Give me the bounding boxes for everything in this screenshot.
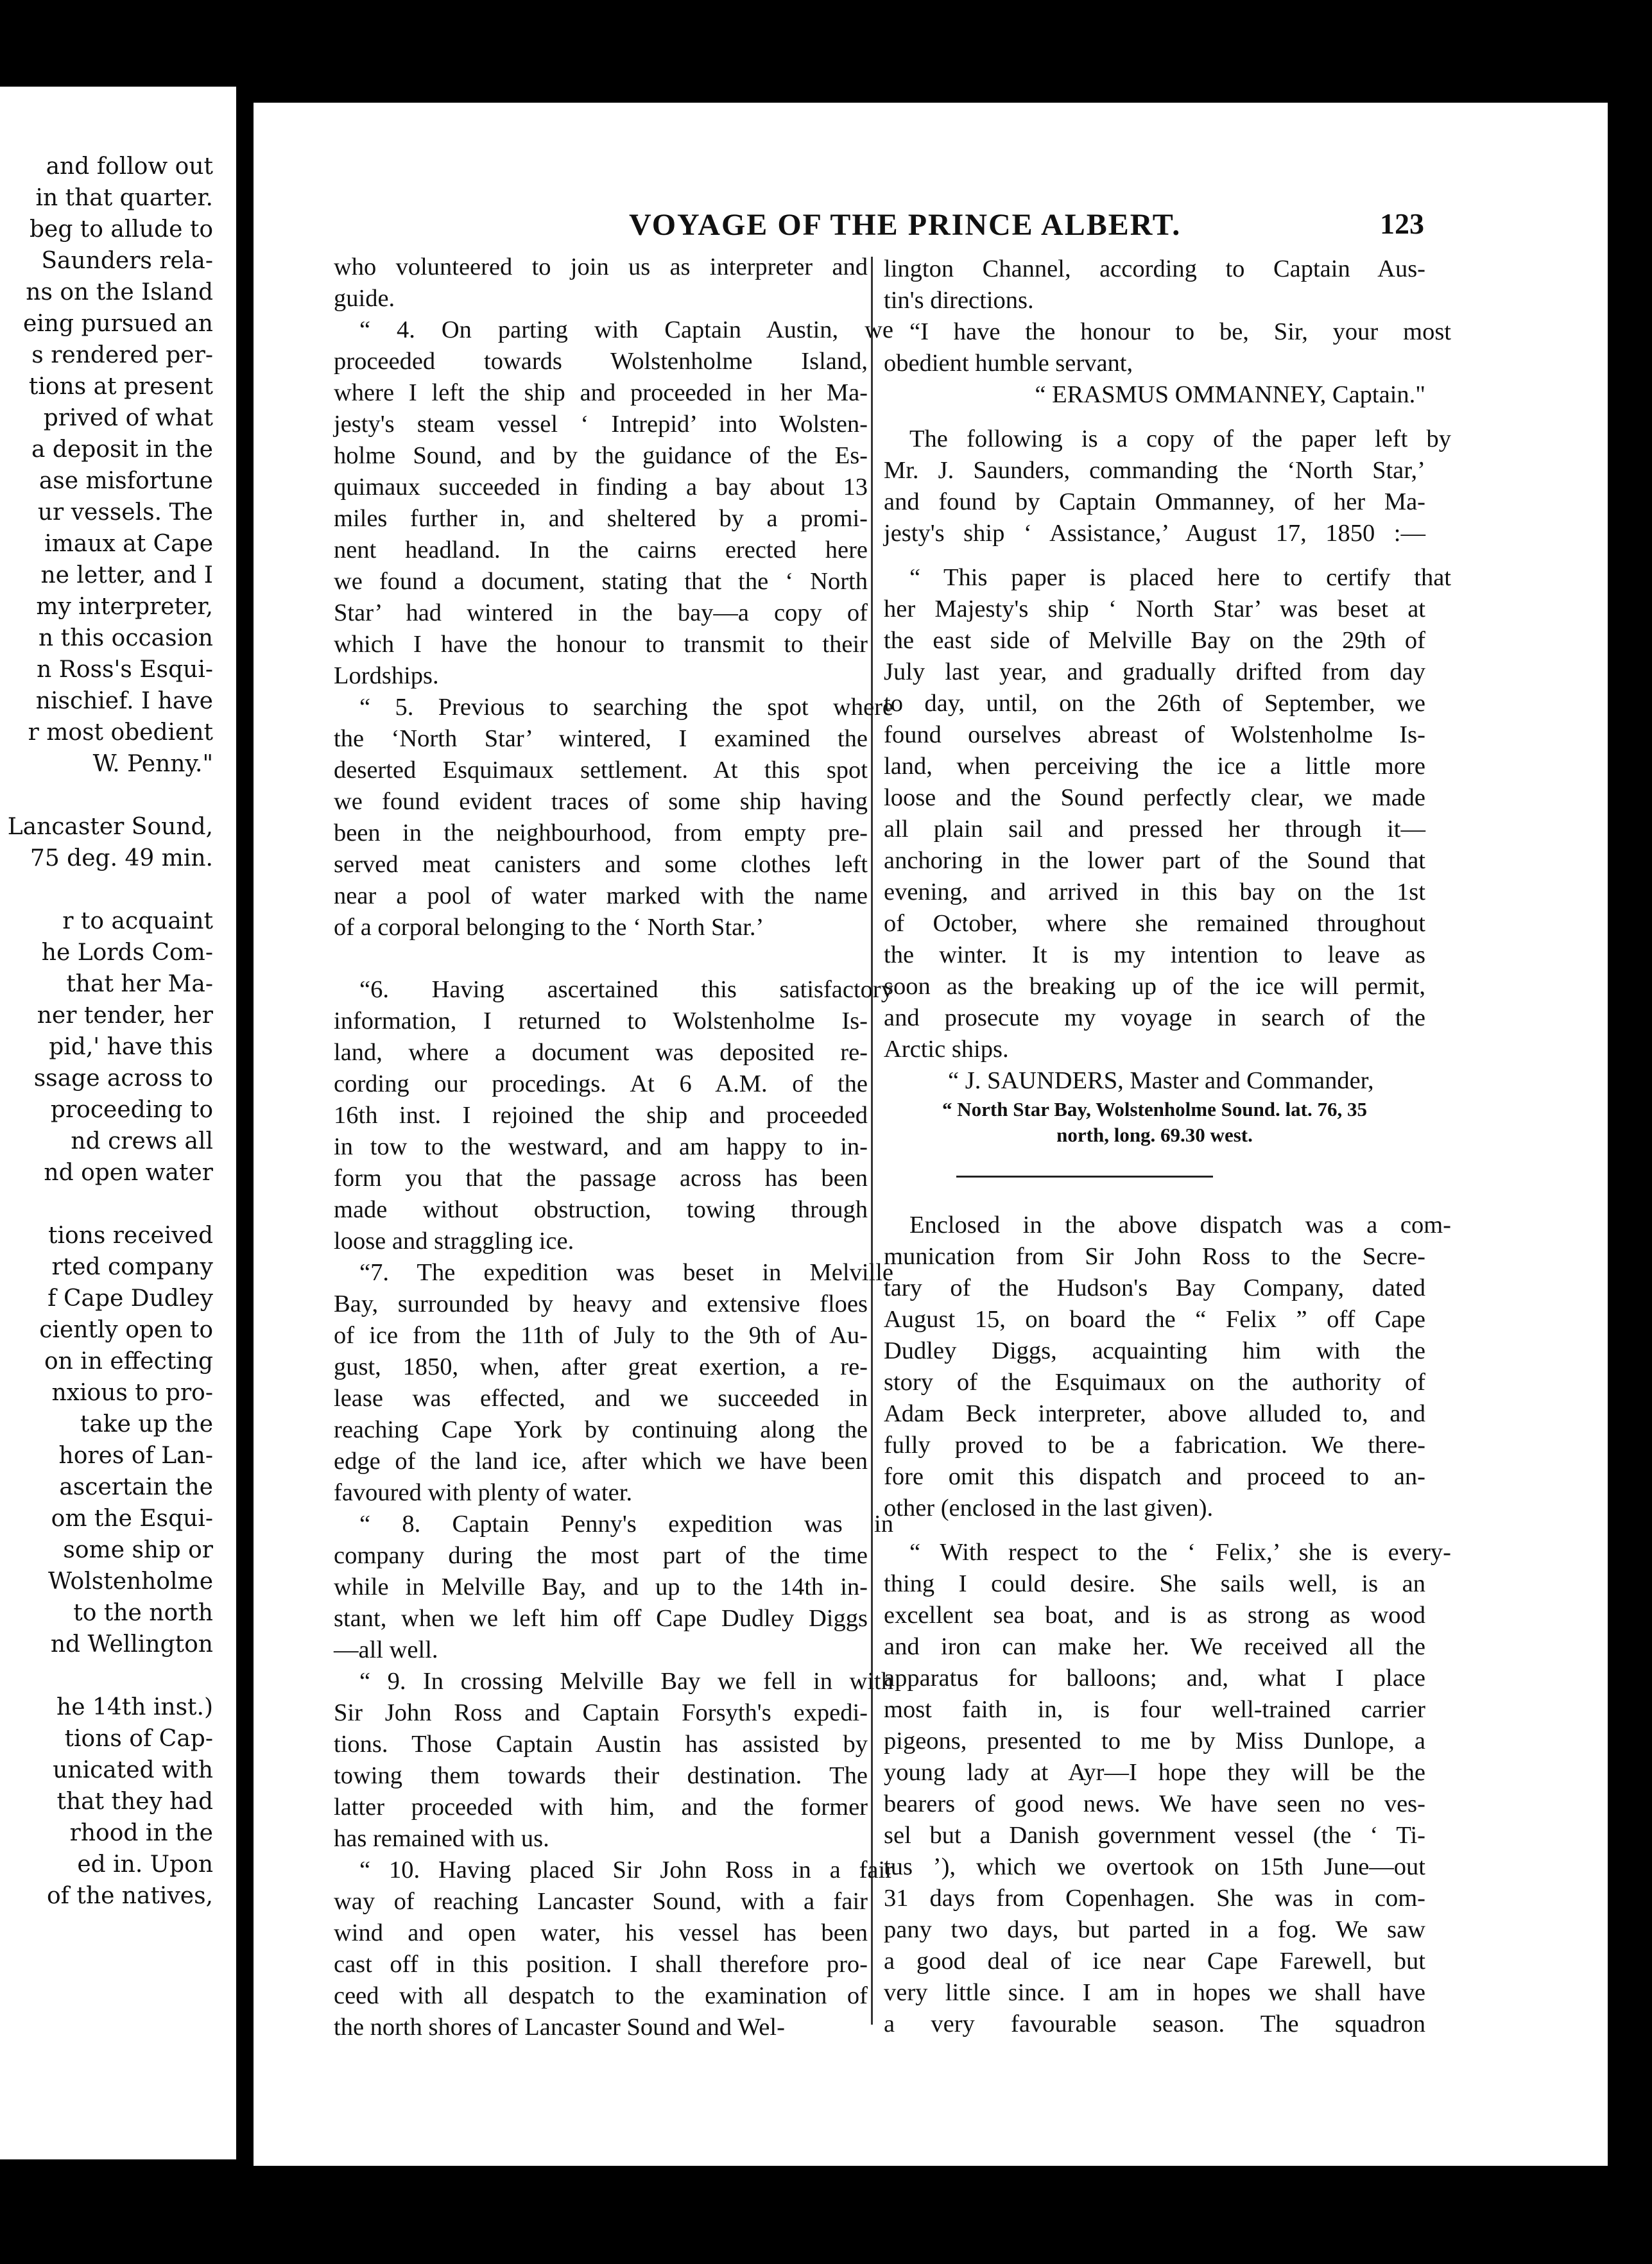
column-right-line: tus ’), which we overtook on 15th June—out xyxy=(884,1853,1425,1880)
column-right-line: a very favourable season. The squadron xyxy=(884,2011,1425,2037)
column-right-line: tary of the Hudson's Bay Company, dated xyxy=(884,1274,1425,1301)
section-rule xyxy=(956,1176,1213,1178)
paragraph-gap xyxy=(334,943,868,974)
column-left-line: towing them towards their destination. The xyxy=(334,1762,868,1789)
left-page-line: rhood in the xyxy=(69,1820,213,1846)
column-left-line: lease was effected, and we succeeded in xyxy=(334,1385,868,1412)
column-right-line: apparatus for balloons; and, what I place xyxy=(884,1665,1425,1692)
column-right-line: August 15, on board the “ Felix ” off Cape xyxy=(884,1306,1425,1333)
column-right-line: the east side of Melville Bay on the 29th of xyxy=(884,627,1425,654)
text-column-left xyxy=(334,252,893,2043)
column-right-line: thing I could desire. She sails well, is an xyxy=(884,1570,1425,1597)
column-right-line: Arctic ships. xyxy=(884,1036,1009,1063)
column-right-line: loose and the Sound perfectly clear, we made xyxy=(884,784,1425,811)
column-left-line: wind and open water, his vessel has been xyxy=(334,1919,868,1946)
column-left-line: who volunteered to join us as interpreter and xyxy=(334,253,868,280)
left-page-line: proceeding to xyxy=(50,1097,213,1123)
column-left-line: “ 10. Having placed Sir John Ross in a fair xyxy=(359,1857,893,1883)
column-right-line: pany two days, but parted in a fog. We saw xyxy=(884,1916,1425,1943)
left-page-line: ciently open to xyxy=(39,1317,213,1343)
left-page-line: ur vessels. The xyxy=(37,499,213,526)
left-page-line: imaux at Cape xyxy=(44,531,213,557)
left-page-line: and follow out xyxy=(46,153,213,180)
left-page-line: nd crews all xyxy=(71,1128,213,1154)
left-page-line: unicated with xyxy=(53,1757,213,1783)
left-page-line: Lancaster Sound, xyxy=(7,814,213,840)
left-page-line: hores of Lan- xyxy=(58,1443,213,1469)
running-title: VOYAGE OF THE PRINCE ALBERT. xyxy=(629,208,1182,242)
column-right-line: of October, where she remained throughout xyxy=(884,910,1425,937)
column-right-line: “ With respect to the ‘ Felix,’ she is every- xyxy=(909,1539,1451,1566)
column-left-line: form you that the passage across has been xyxy=(334,1165,868,1192)
column-left-line: of a corporal belonging to the ‘ North Star.’ xyxy=(334,914,764,941)
left-facing-page xyxy=(0,87,236,2159)
column-left-line: near a pool of water marked with the name xyxy=(334,882,868,909)
column-left-line: while in Melville Bay, and up to the 14th in- xyxy=(334,1574,868,1600)
column-right-line: Mr. J. Saunders, commanding the ‘North Star,’ xyxy=(884,457,1425,484)
column-right-line: July last year, and gradually drifted from day xyxy=(884,658,1425,685)
column-left-line: favoured with plenty of water. xyxy=(334,1479,633,1506)
left-page-line: pid,' have this xyxy=(49,1034,213,1060)
column-right-line: fore omit this dispatch and proceed to an- xyxy=(884,1463,1425,1490)
left-page-line: tions at present xyxy=(28,373,213,400)
column-right-line: “I have the honour to be, Sir, your most xyxy=(909,318,1451,345)
left-page-line: that her Ma- xyxy=(66,971,213,997)
column-right-line: a good deal of ice near Cape Farewell, but xyxy=(884,1948,1425,1975)
column-left-line: “6. Having ascertained this satisfactory xyxy=(359,976,893,1003)
column-right-line: anchoring in the lower part of the Sound that xyxy=(884,847,1425,874)
column-left-line: stant, when we left him off Cape Dudley Diggs xyxy=(334,1605,868,1632)
text-column-right xyxy=(884,253,1451,2040)
column-left-line: the ‘North Star’ wintered, I examined the xyxy=(334,725,868,752)
column-left-line: way of reaching Lancaster Sound, with a fair xyxy=(334,1888,868,1915)
column-right-line: excellent sea boat, and is as strong as wood xyxy=(884,1602,1425,1629)
column-left-line: the north shores of Lancaster Sound and Wel- xyxy=(334,2014,785,2041)
left-page-line: rted company xyxy=(51,1254,213,1280)
left-page-line: W. Penny." xyxy=(92,751,213,777)
left-page-line: nxious to pro- xyxy=(51,1380,213,1406)
column-right-line: all plain sail and pressed her through it— xyxy=(884,816,1425,843)
left-page-line: he 14th inst.) xyxy=(56,1694,213,1720)
paragraph-gap xyxy=(884,1524,1425,1537)
column-right-line: most faith in, is four well-trained carrier xyxy=(884,1696,1425,1723)
column-right-line: and prosecute my voyage in search of the xyxy=(884,1004,1425,1031)
column-left-line: has remained with us. xyxy=(334,1825,549,1852)
left-page-line: r most obedient xyxy=(28,719,213,746)
column-right-line: 31 days from Copenhagen. She was in com- xyxy=(884,1885,1425,1912)
left-page-line: he Lords Com- xyxy=(41,939,213,966)
left-page-line: 75 deg. 49 min. xyxy=(30,845,213,871)
left-page-line: ssage across to xyxy=(33,1065,213,1092)
column-right-line: and found by Captain Ommanney, of her Ma- xyxy=(884,488,1425,515)
left-page-line: f Cape Dudley xyxy=(47,1285,213,1312)
left-page-line: ed in. Upon xyxy=(77,1851,213,1878)
column-left-line: “ 5. Previous to searching the spot where xyxy=(359,694,893,721)
column-left-line: Star’ had wintered in the bay—a copy of xyxy=(334,599,868,626)
column-left-line: which I have the honour to transmit to their xyxy=(334,631,868,658)
paragraph-gap xyxy=(884,411,1425,424)
column-left-line: nent headland. In the cairns erected here xyxy=(334,536,868,563)
column-right-line: land, when perceiving the ice a little more xyxy=(884,753,1425,780)
column-left-line: Lordships. xyxy=(334,662,439,689)
left-page-line: on in effecting xyxy=(44,1348,213,1375)
left-page-line: my interpreter, xyxy=(36,594,213,620)
left-page-line: s rendered per- xyxy=(31,342,213,368)
left-page-line: take up the xyxy=(80,1411,213,1437)
column-left-line: we found a document, stating that the ‘ North xyxy=(334,568,868,595)
signature-saunders: “ J. SAUNDERS, Master and Commander, xyxy=(948,1067,1374,1094)
column-left-line: made without obstruction, towing through xyxy=(334,1196,868,1223)
left-page-line: ns on the Island xyxy=(26,279,213,305)
column-left-line: we found evident traces of some ship having xyxy=(334,788,868,815)
column-left-line: cording our procedings. At 6 A.M. of the xyxy=(334,1070,868,1097)
left-page-line: om the Esqui- xyxy=(51,1505,213,1532)
left-page-line: beg to allude to xyxy=(29,216,213,243)
column-left-line: land, where a document was deposited re- xyxy=(334,1039,868,1066)
column-right-line: story of the Esquimaux on the authority of xyxy=(884,1369,1425,1396)
column-right-line: evening, and arrived in this bay on the 1st xyxy=(884,879,1425,905)
column-right-line: Adam Beck interpreter, above alluded to, and xyxy=(884,1400,1425,1427)
column-left-line: Sir John Ross and Captain Forsyth's expedi- xyxy=(334,1699,868,1726)
location-line: north, long. 69.30 west. xyxy=(1056,1124,1253,1146)
column-right-line: munication from Sir John Ross to the Secre- xyxy=(884,1243,1425,1270)
column-left-line: ceed with all despatch to the examination of xyxy=(334,1982,868,2009)
column-left-line: where I left the ship and proceeded in her Ma- xyxy=(334,379,868,406)
left-page-line: r to acquaint xyxy=(62,908,213,934)
column-left-line: deserted Esquimaux settlement. At this spot xyxy=(334,757,868,784)
column-right-line: Enclosed in the above dispatch was a com- xyxy=(909,1212,1451,1239)
column-right-line: found ourselves abreast of Wolstenholme Is- xyxy=(884,721,1425,748)
column-left-line: miles further in, and sheltered by a promi- xyxy=(334,505,868,532)
column-left-line: reaching Cape York by continuing along the xyxy=(334,1416,868,1443)
column-left-line: information, I returned to Wolstenholme Is- xyxy=(334,1008,868,1034)
column-right-line: The following is a copy of the paper left by xyxy=(909,425,1451,452)
left-page-line: ase misfortune xyxy=(39,468,213,494)
column-left-line: holme Sound, and by the guidance of the Es- xyxy=(334,442,868,469)
column-right-line: pigeons, presented to me by Miss Dunlope, a xyxy=(884,1728,1425,1754)
column-right-line: sel but a Danish government vessel (the ‘ Ti- xyxy=(884,1822,1425,1849)
column-left-line: of ice from the 11th of July to the 9th of Au- xyxy=(334,1322,868,1349)
column-left-line: been in the neighbourhood, from empty pre- xyxy=(334,819,868,846)
left-page-line: nd Wellington xyxy=(50,1631,213,1658)
left-page-line: prived of what xyxy=(43,405,213,431)
column-right-line: to day, until, on the 26th of September, we xyxy=(884,690,1425,717)
left-page-line: some ship or xyxy=(63,1537,213,1563)
column-left-line: served meat canisters and some clothes left xyxy=(334,851,868,878)
column-left-line: jesty's steam vessel ‘ Intrepid’ into Wolsten- xyxy=(334,411,868,438)
column-left-line: latter proceeded with him, and the former xyxy=(334,1794,868,1821)
left-page-line: in that quarter. xyxy=(35,185,213,211)
column-divider xyxy=(871,257,873,2025)
left-page-line: ner tender, her xyxy=(37,1002,213,1029)
column-left-line: Bay, surrounded by heavy and extensive floes xyxy=(334,1291,868,1317)
left-page-line: tions received xyxy=(48,1222,213,1249)
left-page-line: n Ross's Esqui- xyxy=(37,656,213,683)
column-left-line: “ 4. On parting with Captain Austin, we xyxy=(359,316,893,343)
left-page-line: ascertain the xyxy=(59,1474,213,1500)
paragraph-gap xyxy=(884,549,1425,562)
column-right-line: “ This paper is placed here to certify that xyxy=(909,564,1451,591)
column-right-line: jesty's ship ‘ Assistance,’ August 17, 1850 :— xyxy=(884,520,1425,547)
left-page-line: that they had xyxy=(56,1788,213,1815)
left-page-line: ne letter, and I xyxy=(40,562,213,588)
column-right-line: her Majesty's ship ‘ North Star’ was beset at xyxy=(884,596,1425,622)
left-page-line: Wolstenholme xyxy=(48,1568,213,1595)
column-left-line: “7. The expedition was beset in Melville xyxy=(359,1259,893,1286)
left-page-line: tions of Cap- xyxy=(64,1726,213,1752)
left-page-line: Saunders rela- xyxy=(41,248,213,274)
column-right-line: soon as the breaking up of the ice will permit, xyxy=(884,973,1425,1000)
column-left-line: proceeded towards Wolstenholme Island, xyxy=(334,348,868,375)
column-right-line: bearers of good news. We have seen no ves- xyxy=(884,1790,1425,1817)
column-right-line: tin's directions. xyxy=(884,287,1034,314)
left-page-line: to the north xyxy=(73,1600,213,1626)
column-left-line: “ 9. In crossing Melville Bay we fell in with xyxy=(359,1668,893,1695)
paragraph-gap xyxy=(884,1179,1425,1210)
column-right-line: lington Channel, according to Captain Aus- xyxy=(884,255,1425,282)
column-left-line: guide. xyxy=(334,285,395,312)
column-left-line: “ 8. Captain Penny's expedition was in xyxy=(359,1511,893,1538)
column-left-line: cast off in this position. I shall therefore pro- xyxy=(334,1951,868,1978)
left-page-line: a deposit in the xyxy=(31,436,213,463)
column-left-line: —all well. xyxy=(334,1636,438,1663)
location-line: “ North Star Bay, Wolstenholme Sound. lat. 76, 35 xyxy=(942,1098,1367,1120)
column-right-line: young lady at Ayr—I hope they will be the xyxy=(884,1759,1425,1786)
page-number: 123 xyxy=(1380,207,1424,240)
paragraph-gap xyxy=(884,1148,1425,1179)
left-page-line: eing pursued an xyxy=(22,311,213,337)
left-page-line: nischief. I have xyxy=(35,688,213,714)
column-left-line: tions. Those Captain Austin has assisted by xyxy=(334,1731,868,1758)
column-left-line: gust, 1850, when, after great exertion, a re- xyxy=(334,1353,868,1380)
column-left-line: quimaux succeeded in finding a bay about 13 xyxy=(334,474,868,501)
column-right-line: Dudley Diggs, acquainting him with the xyxy=(884,1337,1425,1364)
left-page-line: of the natives, xyxy=(46,1883,213,1909)
column-right-line: other (enclosed in the last given). xyxy=(884,1495,1214,1522)
column-right-line: obedient humble servant, xyxy=(884,350,1133,377)
column-left-line: edge of the land ice, after which we have been xyxy=(334,1448,868,1475)
column-left-line: company during the most part of the time xyxy=(334,1542,868,1569)
column-right-line: and iron can make her. We received all the xyxy=(884,1633,1425,1660)
left-page-line: nd open water xyxy=(44,1160,213,1186)
column-left-line: loose and straggling ice. xyxy=(334,1228,574,1255)
column-right-line: the winter. It is my intention to leave as xyxy=(884,941,1425,968)
column-right-line: very little since. I am in hopes we shall have xyxy=(884,1979,1425,2006)
column-right-line: fully proved to be a fabrication. We there- xyxy=(884,1432,1425,1459)
left-page-line: n this occasion xyxy=(38,625,213,651)
column-left-line: 16th inst. I rejoined the ship and proceeded xyxy=(334,1102,868,1129)
signature-ommanney: “ ERASMUS OMMANNEY, Captain." xyxy=(1035,381,1425,408)
column-left-line: in tow to the westward, and am happy to in- xyxy=(334,1133,868,1160)
